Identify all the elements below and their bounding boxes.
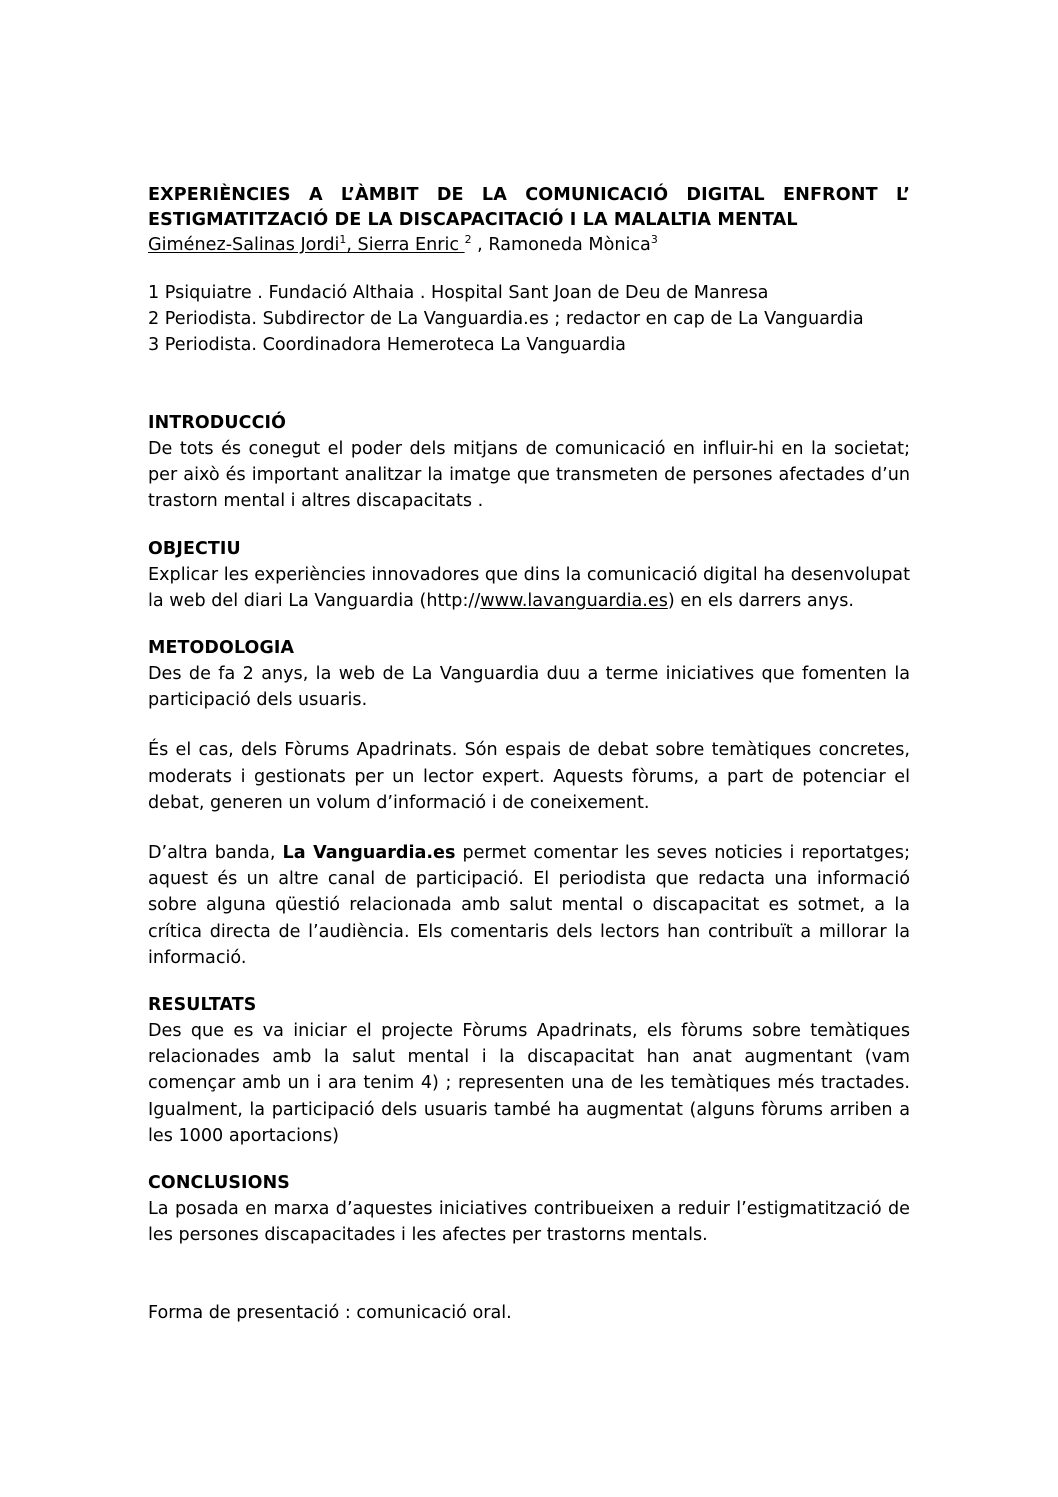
section-body-conclusions: La posada en marxa d’aquestes iniciatives contribueixen a reduir l’estigmatització de les persones discapacitades i les afectes per trastorns mentals.	[148, 1199, 910, 1246]
page-title-line-2: ESTIGMATITZACIÓ DE LA DISCAPACITACIÓ I LA MALALTIA MENTAL	[148, 210, 798, 230]
author-name-1: Giménez-Salinas Jordi	[148, 235, 340, 255]
spacer	[148, 1248, 910, 1300]
objectiu-text-before-link: Explicar les experiències innovadores que dins la comunicació digital ha desenvolupat la web del diari La Vanguardia (http://	[148, 564, 910, 611]
document-content	[148, 183, 910, 1327]
spacer	[148, 515, 910, 537]
list-item: 1 Psiquiatre . Fundació Althaia . Hospital Sant Joan de Deu de Manresa	[148, 283, 769, 303]
section-heading-conclusions: CONCLUSIONS	[148, 1173, 290, 1194]
author-line	[148, 233, 910, 258]
spacer	[148, 258, 910, 280]
author-underlined-group	[148, 235, 465, 255]
metodologia-3-text-after-bold: permet comentar les seves noticies i reportatges; aquest és un altre canal de participació. El periodista que redacta una informació sobre alguna qüestió relacionada amb salut mental o discapacitat es sotmet, a la crítica directa de l’audiència. Els comentaris dels lectors han contribuït a millorar la informació.	[148, 843, 910, 968]
list-item: 2 Periodista. Subdirector de La Vanguardia.es ; redactor en cap de La Vanguardia	[148, 309, 864, 329]
author-affil-marker-1: 1	[339, 233, 347, 247]
spacer	[148, 816, 910, 840]
spacer	[148, 713, 910, 737]
section-heading-introduccio: INTRODUCCIÓ	[148, 413, 287, 433]
author-name-3: , Ramoneda Mònica	[471, 235, 651, 255]
section-body-introduccio: De tots és conegut el poder dels mitjans de comunicació en influir-hi en la societat; per això és important analitzar la imatge que transmeten de persones afectades d’un trastorn mental i altres discapacitats .	[148, 439, 910, 512]
spacer	[148, 1149, 910, 1171]
page-title-line-1: EXPERIÈNCIES A L’ÀMBIT DE LA COMUNICACIÓ DIGITAL ENFRONT L’	[148, 185, 910, 205]
spacer	[148, 358, 910, 411]
spacer	[148, 614, 910, 636]
objectiu-text-after-link: ) en els darrers anys.	[667, 590, 855, 611]
section-heading-objectiu: OBJECTIU	[148, 538, 241, 559]
section-body-metodologia-3	[148, 840, 910, 971]
section-body-resultats: Des que es va iniciar el projecte Fòrums Apadrinats, els fòrums sobre temàtiques relacionades amb la salut mental i la discapacitat han anat augmentant (vam començar amb un i ara tenim 4) ; representen una de les temàtiques més tractades. Igualment, la participació dels usuaris també ha augmentat (alguns fòrums arriben a les 1000 aportacions)	[148, 1021, 910, 1146]
section-body-objectiu	[148, 562, 910, 614]
list-item: 3 Periodista. Coordinadora Hemeroteca La Vanguardia	[148, 335, 626, 355]
section-heading-resultats: RESULTATS	[148, 995, 257, 1016]
author-affil-marker-3: 3	[650, 233, 658, 247]
section-body-metodologia-2: És el cas, dels Fòrums Apadrinats. Són espais de debat sobre temàtiques concretes, moderats i gestionats per un lector expert. Aquests fòrums, a part de potenciar el debat, generen un volum d’informació i de coneixement.	[148, 740, 910, 813]
brand-name-lavanguardia: La Vanguardia.es	[282, 843, 456, 864]
author-name-2: , Sierra Enric	[346, 235, 465, 255]
page-title	[148, 183, 910, 233]
lavanguardia-link[interactable]: www.lavanguardia.es	[480, 590, 668, 611]
section-body-metodologia-1: Des de fa 2 anys, la web de La Vanguardia duu a terme iniciatives que fomenten la participació dels usuaris.	[148, 664, 910, 711]
spacer	[148, 971, 910, 993]
affiliation-list	[148, 280, 910, 358]
section-heading-metodologia: METODOLOGIA	[148, 638, 295, 659]
metodologia-3-text-before-bold: D’altra banda,	[148, 843, 283, 864]
presentation-format-note: Forma de presentació : comunicació oral.	[148, 1303, 512, 1324]
author-affil-marker-2: 2	[464, 233, 472, 247]
